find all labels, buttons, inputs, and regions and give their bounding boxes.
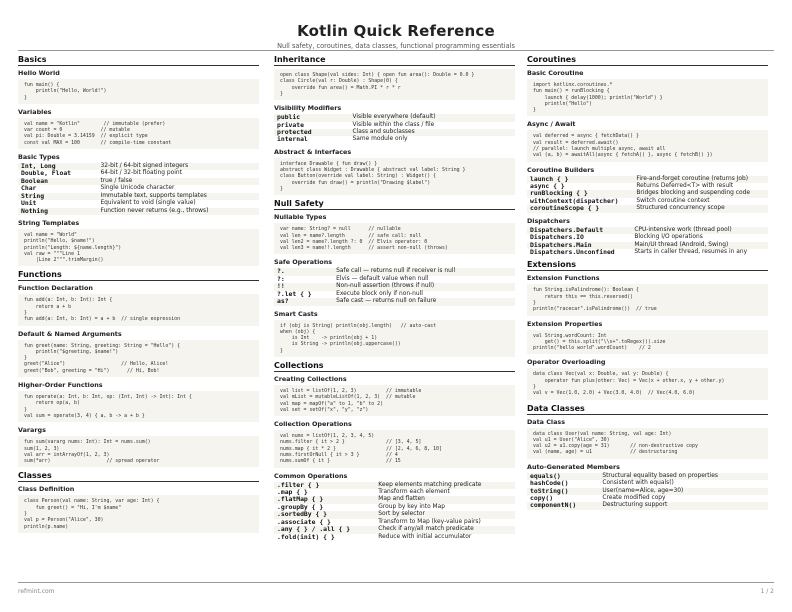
row-description: Single Unicode character: [100, 185, 175, 192]
safe-operations-table: [274, 268, 515, 305]
row-key: ?.let { }: [277, 289, 312, 298]
subsection-title: Nullable Types: [274, 213, 327, 222]
row-key: .groupBy { }: [277, 502, 324, 511]
code-block-abstract: interface Drawable { fun draw() } abstract class Widget : Drawable { abstract val label: String } class Button(override val label: String) : Widget() { override fun draw() = println("Drawing $label") }: [274, 158, 515, 195]
code-block-varargs: fun sum(vararg nums: Int): Int = nums.sum() sum(1, 2, 3) val arr = intArrayOf(1, 2, 3) sum(*arr) // spread operator: [18, 436, 259, 467]
row-description: Structured concurrency scope: [633, 205, 768, 212]
subsection-title: Abstract & Interfaces: [274, 147, 352, 156]
table-row: [274, 291, 515, 298]
row-description: Sort by selector: [375, 511, 515, 518]
subsection-title: Coroutine Builders: [527, 165, 595, 174]
row-key: Unit: [21, 199, 37, 208]
page-title: Kotlin Quick Reference: [297, 22, 495, 40]
visibility-table: [274, 114, 515, 144]
row-key: copy(): [530, 494, 554, 502]
table-row: [18, 193, 259, 200]
row-key: equals(): [527, 473, 599, 480]
row-description: Starts in caller thread, resumes in any: [634, 248, 748, 255]
subsection-title: String Templates: [18, 218, 80, 227]
code-block-default-args: fun greet(name: String, greeting: String = "Hello") { println("$greeting, $name!") } greet("Alice") // Hello, Alice! greet("Bob", greeting = "Hi") // Hi, Bob!: [18, 340, 259, 377]
row-key: Int, Long: [18, 163, 97, 170]
table-row: [527, 488, 768, 495]
code-block-async-await: val deferred = async { fetchData() } val result = deferred.await() // parallel: launch multiple async, await all val (a, b) = awaitAll(async { fetchA() }, async { fetchB() }): [527, 130, 768, 161]
row-key: protected: [274, 129, 350, 136]
code-block-collection-ops: val nums = listOf(1, 2, 3, 4, 5) nums.filter { it > 2 } // [3, 4, 5] nums.map { it * 2 } // [2, 4, 6, 8, 10] nums.firstOrNull { it > 3 } // 4 nums.sumOf { it } // 15: [274, 430, 515, 467]
row-description: Fire-and-forget coroutine (returns Job): [633, 176, 768, 183]
code-block-class-definition: class Person(val name: String, var age: Int) { fun greet() = "Hi, I'm $name" } val p = Person("Alice", 30) println(p.name): [18, 495, 259, 532]
table-row: [18, 185, 259, 192]
row-description: Map and flatten: [375, 496, 515, 503]
subsection-title: Async / Await: [527, 120, 576, 129]
row-key: Dispatchers.Main: [527, 242, 631, 249]
row-key: public: [274, 114, 350, 121]
table-row: [527, 205, 768, 212]
subsection-title: Operator Overloading: [527, 358, 606, 367]
page-subtitle: Null safety, coroutines, data classes, functional programming essentials: [277, 42, 515, 50]
row-description: Same module only: [352, 136, 408, 143]
row-description: 64-bit / 32-bit floating point: [100, 170, 182, 177]
dispatchers-table: [527, 227, 768, 257]
row-key: Dispatchers.Unconfined: [530, 247, 615, 256]
table-row: [274, 534, 515, 541]
subsection-title: Smart Casts: [274, 309, 318, 318]
subsection-title: Function Declaration: [18, 284, 93, 293]
table-row: [527, 502, 768, 509]
row-key: .filter { }: [274, 482, 375, 489]
code-block-string-templates: val name = "World" println("Hello, $name!") println("Length: ${name.length}") val raw = """Line 1 |Line 2""".trimMargin(): [18, 229, 259, 266]
code-block-extension-functions: fun String.isPalindrome(): Boolean { return this == this.reversed() } println("racecar".isPalindrome()) // true: [527, 284, 768, 315]
header-rule: [18, 50, 774, 51]
section-title-classes: Classes: [18, 471, 259, 482]
row-key: .any { } / .all { }: [274, 526, 375, 533]
table-row: [274, 136, 515, 143]
code-block-inheritance: open class Shape(val sides: Int) { open fun area(): Double = 0.0 } class Circle(val r: Double) : Shape(0) { override fun area() = Math.PI * r * r }: [274, 69, 515, 100]
row-description: Switch coroutine context: [636, 197, 710, 204]
row-key: runBlocking { }: [527, 190, 633, 197]
row-key: as?: [274, 298, 333, 305]
row-key: async { }: [530, 182, 565, 191]
row-key: Nothing: [18, 208, 97, 215]
section-title-data-classes: Data Classes: [527, 404, 768, 415]
row-key: withContext(dispatcher): [530, 196, 619, 205]
subsection-title: Higher-Order Functions: [18, 381, 103, 390]
page-header: [0, 22, 792, 50]
row-description: Class and subclasses: [350, 129, 515, 136]
row-description: Returns Deferred<T> with result: [636, 183, 734, 190]
table-row: [18, 170, 259, 177]
row-key: hashCode(): [530, 479, 569, 488]
row-key: .associate { }: [277, 517, 331, 526]
row-key: launch { }: [527, 176, 633, 183]
footer-site: refmint.com: [18, 588, 55, 595]
subsection-title: Basic Types: [18, 153, 60, 162]
code-block-basic-coroutine: import kotlinx.coroutines.* fun main() = runBlocking { launch { delay(1000); println("World") } println("Hello") }: [527, 79, 768, 116]
table-row: [274, 276, 515, 283]
section-title-null-safety: Null Safety: [274, 199, 515, 210]
row-description: Blocking I/O operations: [634, 234, 703, 241]
subsection-title: Common Operations: [274, 471, 348, 480]
subsection-title: Hello World: [18, 69, 60, 77]
table-row: [274, 268, 515, 275]
row-description: Structural equality based on properties: [599, 473, 768, 480]
code-block-nullable-types: var name: String? = null // nullable val len = name?.length // safe call: null val len2 = name?.length ?: 0 // Elvis operator: 0 val len3 = name!!.length // assert non-null (throws): [274, 223, 515, 254]
code-block-extension-properties: val String.wordCount: Int get() = this.split("\\s+".toRegex()).size println("hello world".wordCount) // 2: [527, 330, 768, 355]
section-title-collections: Collections: [274, 361, 515, 372]
row-key: componentN(): [527, 502, 599, 509]
row-description: User(name=Alice, age=30): [599, 488, 768, 495]
subsection-title: Data Class: [527, 417, 566, 426]
code-block-data-class: data class User(val name: String, val age: Int) val u1 = User("Alice", 30) val u2 = u1.copy(age = 31) // non-destructive copy val (name, age) = u1 // destructuring: [527, 428, 768, 459]
subsection-title: Variables: [18, 107, 52, 116]
row-description: Non-null assertion (throws if null): [333, 283, 515, 290]
row-description: Elvis — default value when null: [336, 275, 429, 282]
row-description: Check if any/all match predicate: [375, 526, 515, 533]
row-key: ?:: [277, 274, 285, 283]
column-2: [274, 55, 515, 545]
row-key: Dispatchers.Default: [527, 227, 631, 234]
row-description: Visible everywhere (default): [350, 114, 515, 121]
row-description: true / false: [97, 178, 259, 185]
section-title-coroutines: Coroutines: [527, 55, 768, 66]
code-block-variables: val name = "Kotlin" // immutable (prefer) var count = 0 // mutable val pi: Double = 3.14159 // explicit type const val MAX = 100 // compile-time constant: [18, 118, 259, 149]
code-block-operator-overloading: data class Vec(val x: Double, val y: Double) { operator fun plus(other: Vec) = Vec(x + other.x, y + other.y) } val v = Vec(1.0, 2.0) + Vec(3.0, 4.0) // Vec(4.0, 6.0): [527, 368, 768, 399]
row-description: Consistent with equals(): [602, 480, 674, 487]
footer-rule: [18, 582, 774, 583]
row-description: Destructuring support: [599, 502, 768, 509]
row-description: Group by key into Map: [378, 503, 445, 510]
column-1: [18, 55, 259, 537]
row-key: internal: [277, 135, 308, 144]
subsection-title: Default & Named Arguments: [18, 329, 122, 338]
table-row: [274, 114, 515, 121]
row-key: Char: [21, 184, 37, 193]
code-block-function-declaration: fun add(a: Int, b: Int): Int { return a + b } fun add(a: Int, b: Int) = a + b // single expression: [18, 294, 259, 325]
table-row: [527, 249, 768, 256]
code-block-higher-order: fun operate(a: Int, b: Int, op: (Int, Int) -> Int): Int { return op(a, b) } val sum = operate(3, 4) { a, b -> a + b }: [18, 391, 259, 422]
table-row: [274, 482, 515, 489]
subsection-title: Extension Functions: [527, 274, 600, 283]
row-description: Equivalent to void (single value): [100, 200, 196, 207]
subsection-title: Creating Collections: [274, 375, 347, 383]
row-description: Function never returns (e.g., throws): [97, 208, 259, 215]
table-row: [274, 129, 515, 136]
common-operations-table: [274, 482, 515, 541]
row-description: Safe cast — returns null on failure: [333, 298, 515, 305]
row-description: Bridges blocking and suspending code: [633, 190, 768, 197]
row-key: .fold(init) { }: [277, 532, 335, 541]
code-block-hello-world: fun main() { println("Hello, World!") }: [18, 79, 259, 104]
row-key: private: [277, 120, 304, 129]
code-block-creating-collections: val list = listOf(1, 2, 3) // immutable val mList = mutableListOf(1, 2, 3) // mutable val map = mapOf("a" to 1, "b" to 2) val set = setOf("x", "y", "z"): [274, 385, 515, 416]
basic-types-table: [18, 163, 259, 215]
row-key: toString(): [527, 488, 599, 495]
row-description: CPU-intensive work (thread pool): [631, 227, 768, 234]
row-key: ?.: [274, 268, 333, 275]
section-title-basics: Basics: [18, 55, 259, 66]
row-key: .map { }: [277, 488, 308, 497]
table-row: [18, 178, 259, 185]
row-key: Double, Float: [21, 169, 72, 178]
row-description: Main/UI thread (Android, Swing): [631, 242, 768, 249]
subsection-title: Basic Coroutine: [527, 69, 584, 77]
row-key: Boolean: [18, 178, 97, 185]
code-block-smart-casts: if (obj is String) println(obj.length) // auto-cast when (obj) { is Int -> println(obj + 1) is String -> println(obj.uppercase()) }: [274, 320, 515, 357]
page-number: 1 / 2: [760, 588, 774, 595]
row-description: Transform to Map (key-value pairs): [378, 518, 481, 525]
table-row: [274, 298, 515, 305]
row-key: Dispatchers.IO: [530, 233, 584, 242]
row-description: Create modified copy: [602, 495, 666, 501]
subsection-title: Auto-Generated Members: [527, 462, 620, 471]
row-key: String: [18, 193, 97, 200]
subsection-title: Dispatchers: [527, 216, 570, 225]
section-title-extensions: Extensions: [527, 260, 768, 271]
subsection-title: Safe Operations: [274, 258, 333, 267]
row-key: coroutineScope { }: [527, 205, 633, 212]
generated-members-table: [527, 473, 768, 510]
subsection-title: Collection Operations: [274, 420, 352, 429]
row-key: .sortedBy { }: [274, 511, 375, 518]
row-key: !!: [274, 283, 333, 290]
table-row: [18, 200, 259, 207]
column-3: [527, 55, 768, 514]
subsection-title: Extension Properties: [527, 319, 603, 328]
coroutine-builders-table: [527, 176, 768, 213]
table-row: [18, 208, 259, 215]
row-description: Reduce with initial accumulator: [378, 533, 472, 540]
row-description: Safe call — returns null if receiver is null: [333, 268, 515, 275]
subsection-title: Varargs: [18, 426, 46, 435]
row-description: Transform each element: [378, 489, 450, 496]
section-title-inheritance: Inheritance: [274, 55, 515, 66]
row-description: Immutable text, supports templates: [97, 193, 259, 200]
row-description: Visible within the class / file: [352, 121, 435, 128]
subsection-title: Class Definition: [18, 485, 75, 494]
subsection-title: Visibility Modifiers: [274, 104, 342, 113]
row-description: 32-bit / 64-bit signed integers: [97, 163, 259, 170]
row-key: .flatMap { }: [274, 496, 375, 503]
section-title-functions: Functions: [18, 270, 259, 281]
row-description: Execute block only if non-null: [336, 290, 423, 297]
row-description: Keep elements matching predicate: [375, 482, 515, 489]
